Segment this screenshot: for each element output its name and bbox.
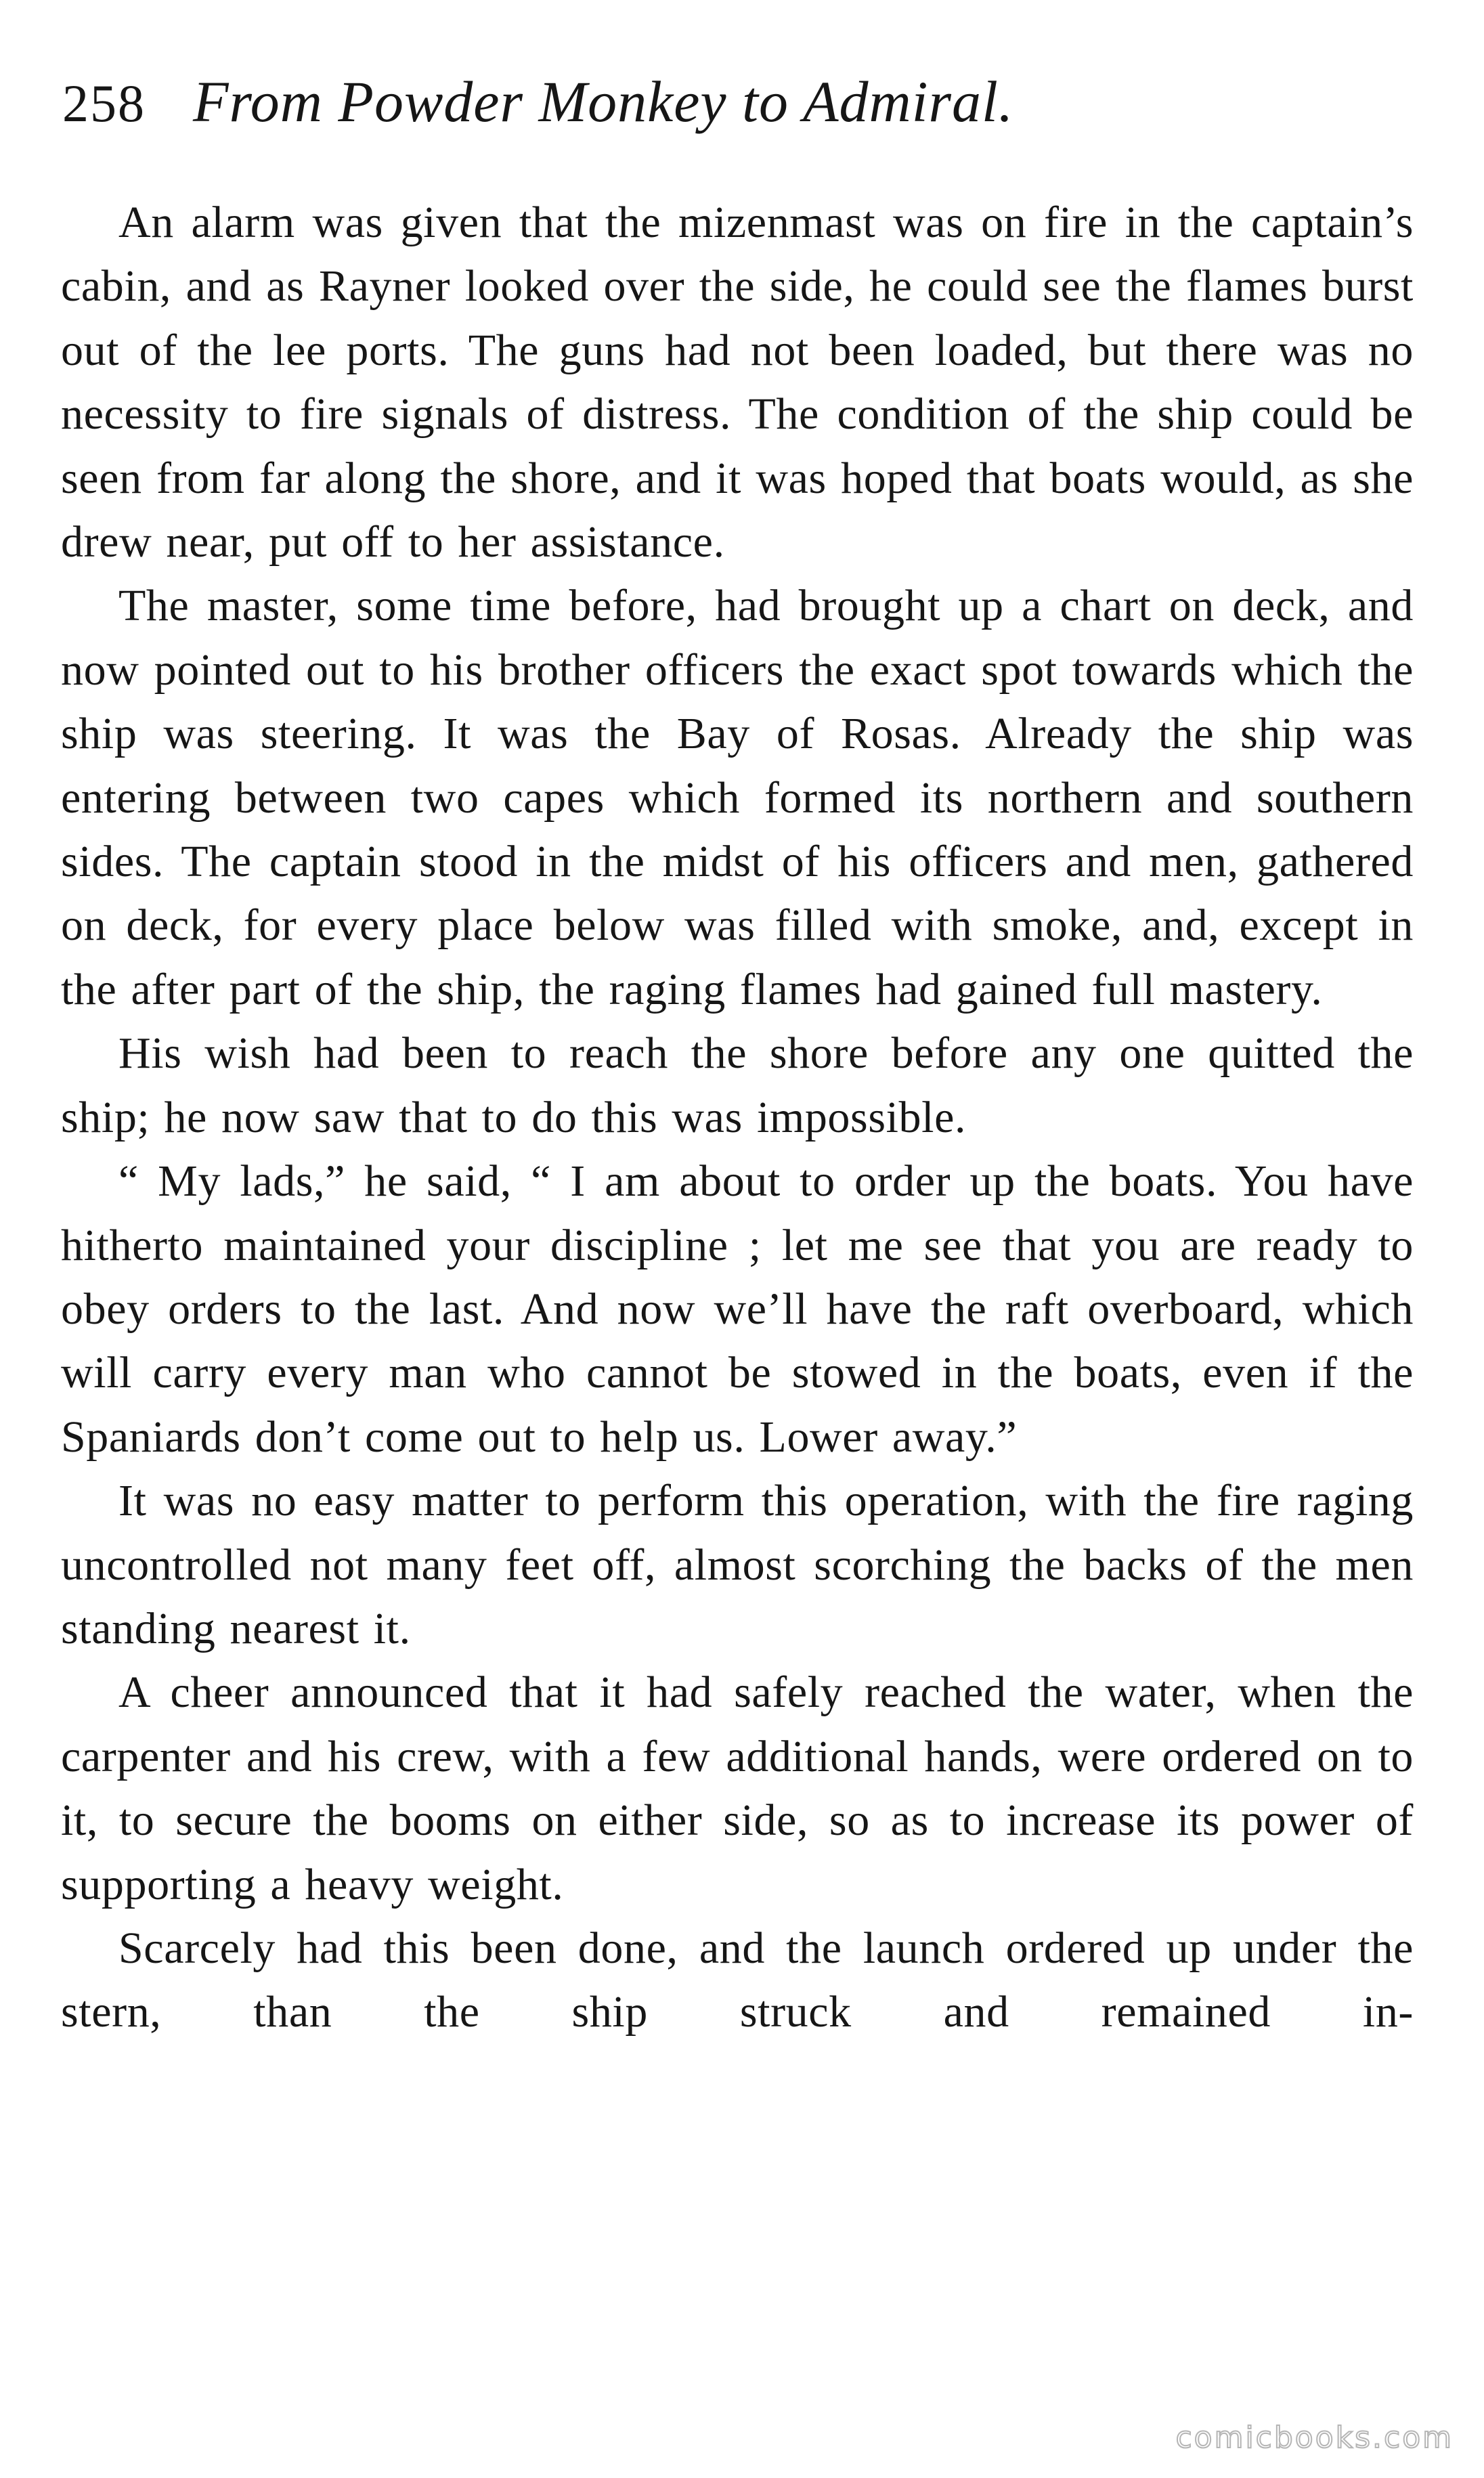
running-title: From Powder Monkey to Admiral. xyxy=(193,69,1014,134)
watermark: comicbooks.com xyxy=(1175,2420,1454,2455)
paragraph: An alarm was given that the mizenmast was on fire in the captain’s cabin, and as Rayner looked over the side, he could see the flames burst out of the lee ports. The guns had not been loaded, but there was no necessity to fire signals of distress. The condition of the ship could be seen from far along the shore, and it was hoped that boats would, as she drew near, put off to her assistance. xyxy=(61,198,1414,567)
paragraph: The master, some time before, had brought up a chart on deck, and now pointed out to his brother officers the exact spot towards which the ship was steering. It was the Bay of Rosas. Already the ship was entering between two capes which formed its northern and southern sides. The captain stood in the midst of his officers and men, gathered on deck, for every place below was filled with smoke, and, except in the after part of the ship, the raging flames had gained full mastery. xyxy=(61,581,1414,1014)
running-head xyxy=(62,64,1013,139)
body-text xyxy=(61,191,1414,2045)
paragraph: Scarcely had this been done, and the launch ordered up under the stern, than the ship struck and remained in- xyxy=(61,1923,1414,2037)
paragraph: His wish had been to reach the shore before any one quitted the ship; he now saw that to do this was impossible. xyxy=(61,1028,1414,1142)
page-number: 258 xyxy=(62,74,146,133)
paragraph: “ My lads,” he said, “ I am about to order up the boats. You have hitherto maintained your discipline ; let me see that you are ready to obey orders to the last. And now we’ll have the raft overboard, which will carry every man who cannot be stowed in the boats, even if the Spaniards don’t come out to help us. Lower away.” xyxy=(61,1156,1414,1462)
paragraph: It was no easy matter to perform this operation, with the fire raging uncontrolled not many feet off, almost scorching the backs of the men standing nearest it. xyxy=(61,1476,1414,1653)
paragraph: A cheer announced that it had safely reached the water, when the carpenter and his crew, with a few additional hands, were ordered on to it, to secure the booms on either side, so as to increase its power of supporting a heavy weight. xyxy=(61,1668,1414,1909)
